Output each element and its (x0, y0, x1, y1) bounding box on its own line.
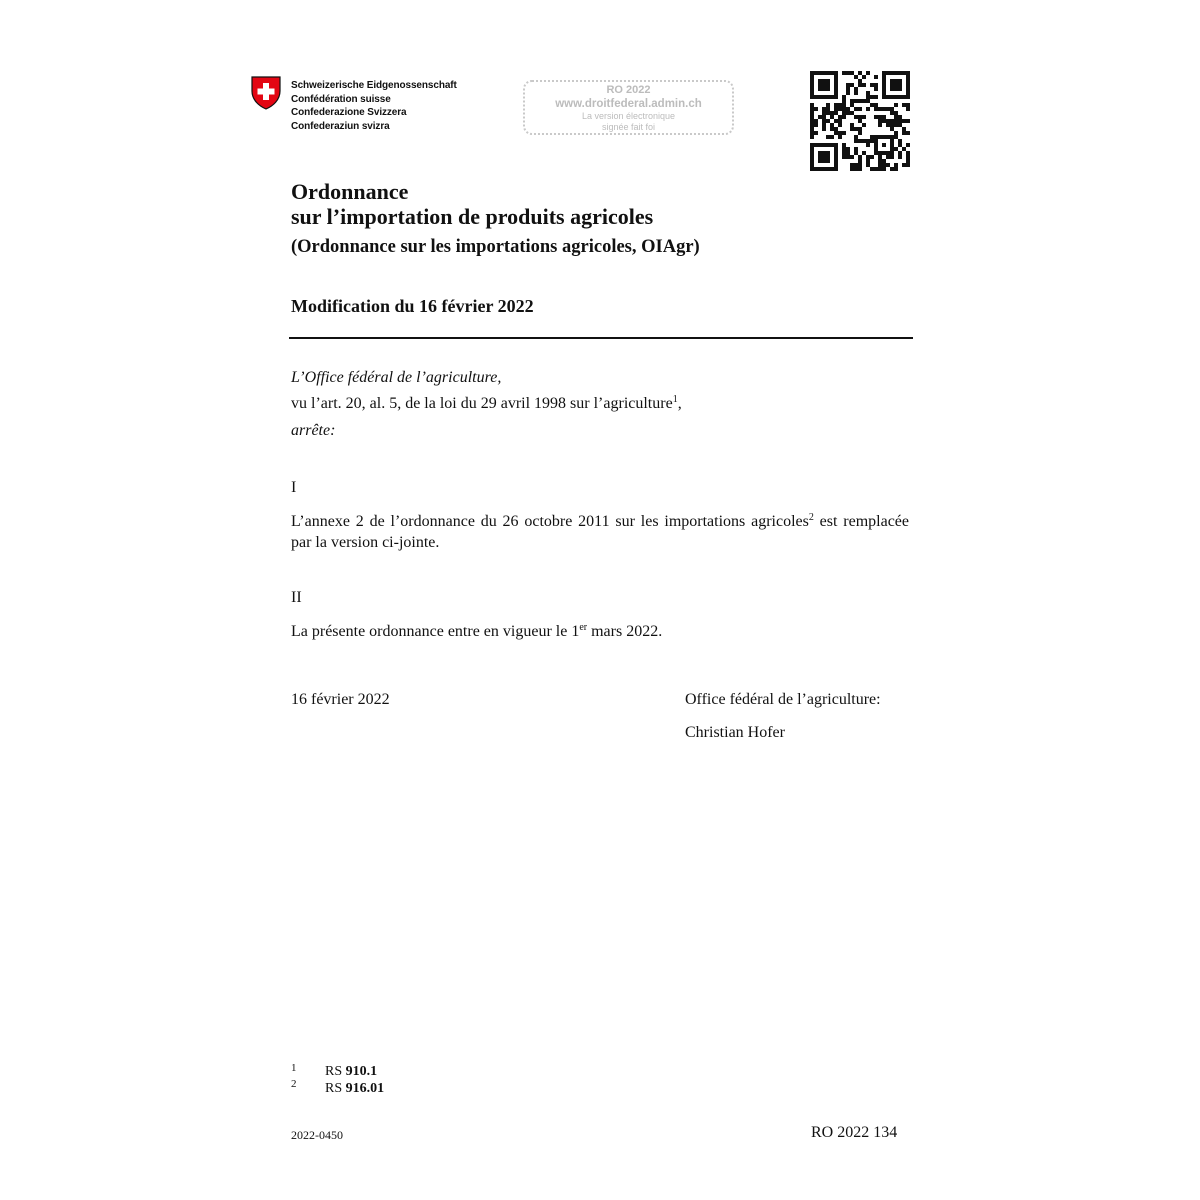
footnote-1-prefix: RS (325, 1064, 346, 1079)
signature-office: Office fédéral de l’agriculture: (685, 691, 881, 708)
section-1-text-b: est remplacée par la version ci-jointe. (291, 513, 910, 551)
signature-date: 16 février 2022 (291, 691, 390, 708)
section-1-text (291, 511, 909, 553)
title-divider (289, 337, 913, 339)
preamble-basis-text: vu l’art. 20, al. 5, de la loi du 29 avril 1998 sur l’agriculture (291, 395, 673, 412)
document-id: 2022-0450 (291, 1128, 343, 1142)
swiss-coat-of-arms-icon (251, 76, 281, 110)
page-title-short-name: (Ordonnance sur les importations agricoles, OIAgr) (291, 237, 700, 257)
official-compilation-number: RO 2022 134 (811, 1124, 898, 1141)
preamble-authority: L’Office fédéral de l’agriculture, (291, 369, 502, 386)
signature-name: Christian Hofer (685, 724, 785, 741)
preamble-decree: arrête: (291, 422, 336, 439)
section-numeral-2: II (291, 589, 302, 606)
footnote-ref-2[interactable]: 2 (808, 512, 814, 523)
footnote-ref-1[interactable]: 1 (672, 394, 678, 405)
section-numeral-1: I (291, 479, 297, 496)
qr-code-icon[interactable] (810, 71, 910, 171)
section-2-text-b: mars 2022. (587, 623, 663, 640)
ordinal-suffix: er (579, 622, 588, 633)
electronic-version-stamp (523, 80, 734, 135)
footnote-1-ref[interactable]: 910.1 (345, 1064, 378, 1079)
page-title: Ordonnance (291, 179, 409, 204)
stamp-note-1: La version électronique (581, 111, 676, 121)
stamp-url: www.droitfederal.admin.ch (555, 98, 702, 110)
section-1-text-a: L’annexe 2 de l’ordonnance du 26 octobre 2011 sur les importations agricoles (291, 513, 809, 530)
stamp-note-2: signée fait foi (601, 122, 656, 132)
footnote-2-number: 2 (291, 1078, 297, 1090)
preamble-basis-end: , (677, 395, 682, 412)
modification-date-heading: Modification du 16 février 2022 (291, 296, 534, 316)
agency-line-fr: Confédération suisse (291, 93, 391, 105)
preamble-basis (291, 394, 682, 414)
page-title-subject: sur l’importation de produits agricoles (291, 204, 654, 229)
agency-line-de: Schweizerische Eidgenossenschaft (291, 80, 457, 91)
footnote-1 (325, 1063, 377, 1080)
stamp-ro: RO 2022 (606, 84, 651, 96)
footnote-2-ref[interactable]: 916.01 (345, 1081, 385, 1096)
footnote-2-prefix: RS (325, 1081, 346, 1096)
agency-name-block (291, 79, 457, 133)
footnote-2 (325, 1080, 384, 1097)
section-2-text (291, 622, 662, 642)
section-2-text-a: La présente ordonnance entre en vigueur le 1 (291, 623, 580, 640)
agency-line-rm: Confederaziun svizra (291, 120, 390, 132)
agency-line-it: Confederazione Svizzera (291, 107, 407, 118)
footnote-1-number: 1 (291, 1062, 297, 1074)
